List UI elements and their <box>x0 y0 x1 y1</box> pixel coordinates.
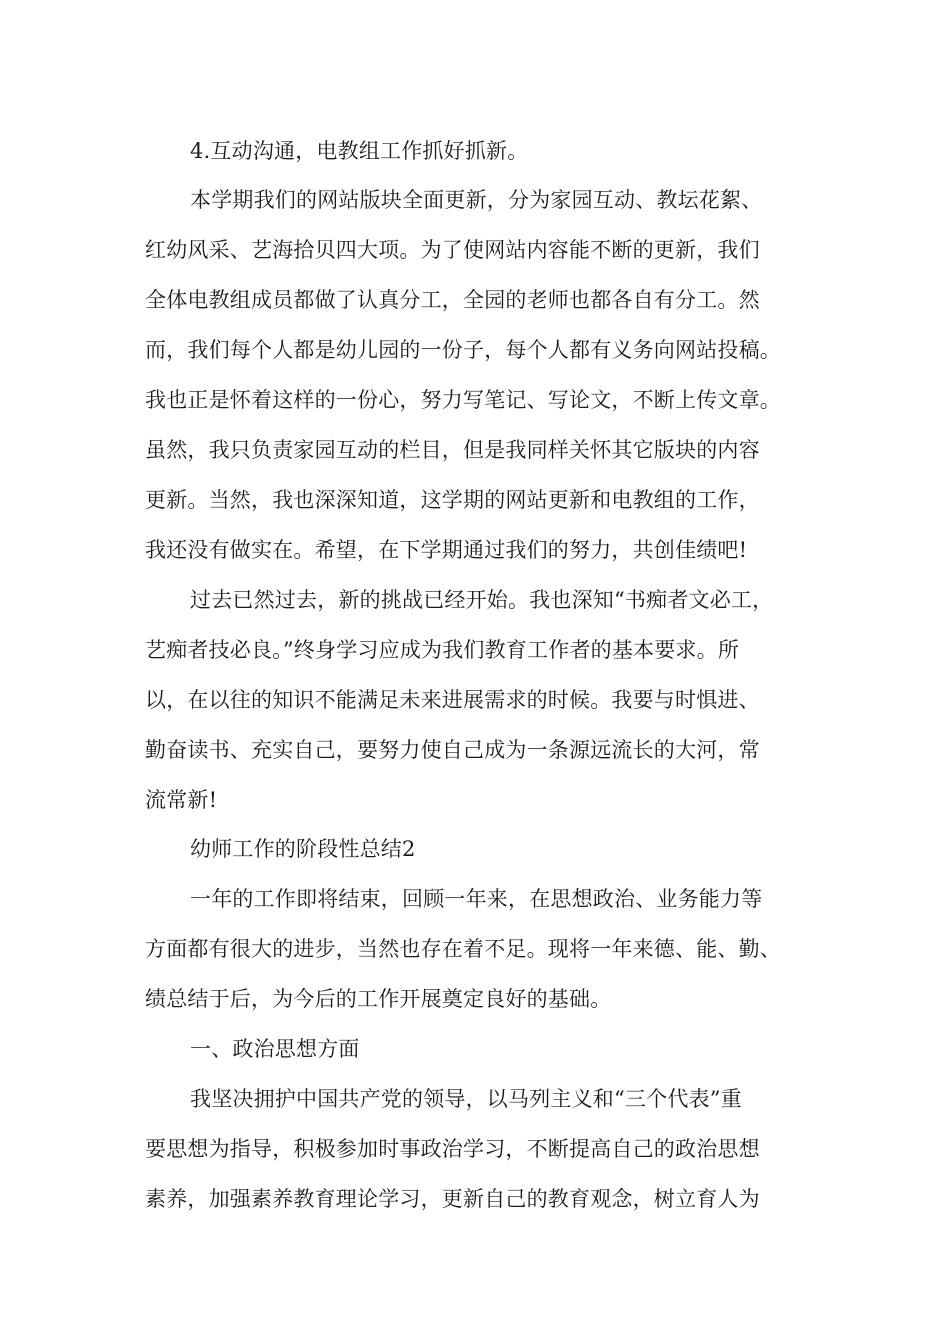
article-title: 幼师工作的阶段性总结2 <box>190 837 416 861</box>
paragraph-line: 勤奋读书、充实自己，要努力使自己成为一条源远流长的大河，常 <box>145 738 760 762</box>
paragraph-line: 红幼风采、艺海拾贝四大项。为了使网站内容能不断的更新，我们 <box>145 238 760 262</box>
paragraph-line: 流常新! <box>145 788 218 812</box>
paragraph-line: 素养，加强素养教育理论学习，更新自己的教育观念，树立育人为 <box>145 1187 760 1211</box>
paragraph-line: 方面都有很大的进步，当然也存在着不足。现将一年来德、能、勤、 <box>145 937 781 961</box>
section-heading: 4.互动沟通，电教组工作抓好抓新。 <box>190 139 529 163</box>
paragraph-line: 以，在以往的知识不能满足未来进展需求的时候。我要与时惧进、 <box>145 688 760 712</box>
paragraph-line: 过去已然过去，新的挑战已经开始。我也深知“书痴者文必工， <box>190 588 774 612</box>
section-heading: 一、政治思想方面 <box>190 1037 360 1061</box>
paragraph-line: 全体电教组成员都做了认真分工，全园的老师也都各自有分工。然 <box>145 288 760 312</box>
paragraph-line: 虽然，我只负责家园互动的栏目，但是我同样关怀其它版块的内容 <box>145 438 760 462</box>
paragraph-line: 我坚决拥护中国共产党的领导，以马列主义和“三个代表”重 <box>190 1087 742 1111</box>
paragraph-line: 我也正是怀着这样的一份心，努力写笔记、写论文，不断上传文章。 <box>145 388 781 412</box>
paragraph-line: 本学期我们的网站版块全面更新，分为家园互动、教坛花絮、 <box>190 188 763 212</box>
paragraph-line: 而，我们每个人都是幼儿园的一份子，每个人都有义务向网站投稿。 <box>145 338 781 362</box>
paragraph-line: 绩总结于后，为今后的工作开展奠定良好的基础。 <box>145 987 612 1011</box>
paragraph-line: 一年的工作即将结束，回顾一年来，在思想政治、业务能力等 <box>190 887 763 911</box>
paragraph-line: 我还没有做实在。希望，在下学期通过我们的努力，共创佳绩吧! <box>145 538 748 562</box>
paragraph-line: 艺痴者技必良。”终身学习应成为我们教育工作者的基本要求。所 <box>145 638 740 662</box>
paragraph-line: 更新。当然，我也深深知道，这学期的网站更新和电教组的工作， <box>145 488 760 512</box>
paragraph-line: 要思想为指导，积极参加时事政治学习，不断提高自己的政治思想 <box>145 1137 760 1161</box>
